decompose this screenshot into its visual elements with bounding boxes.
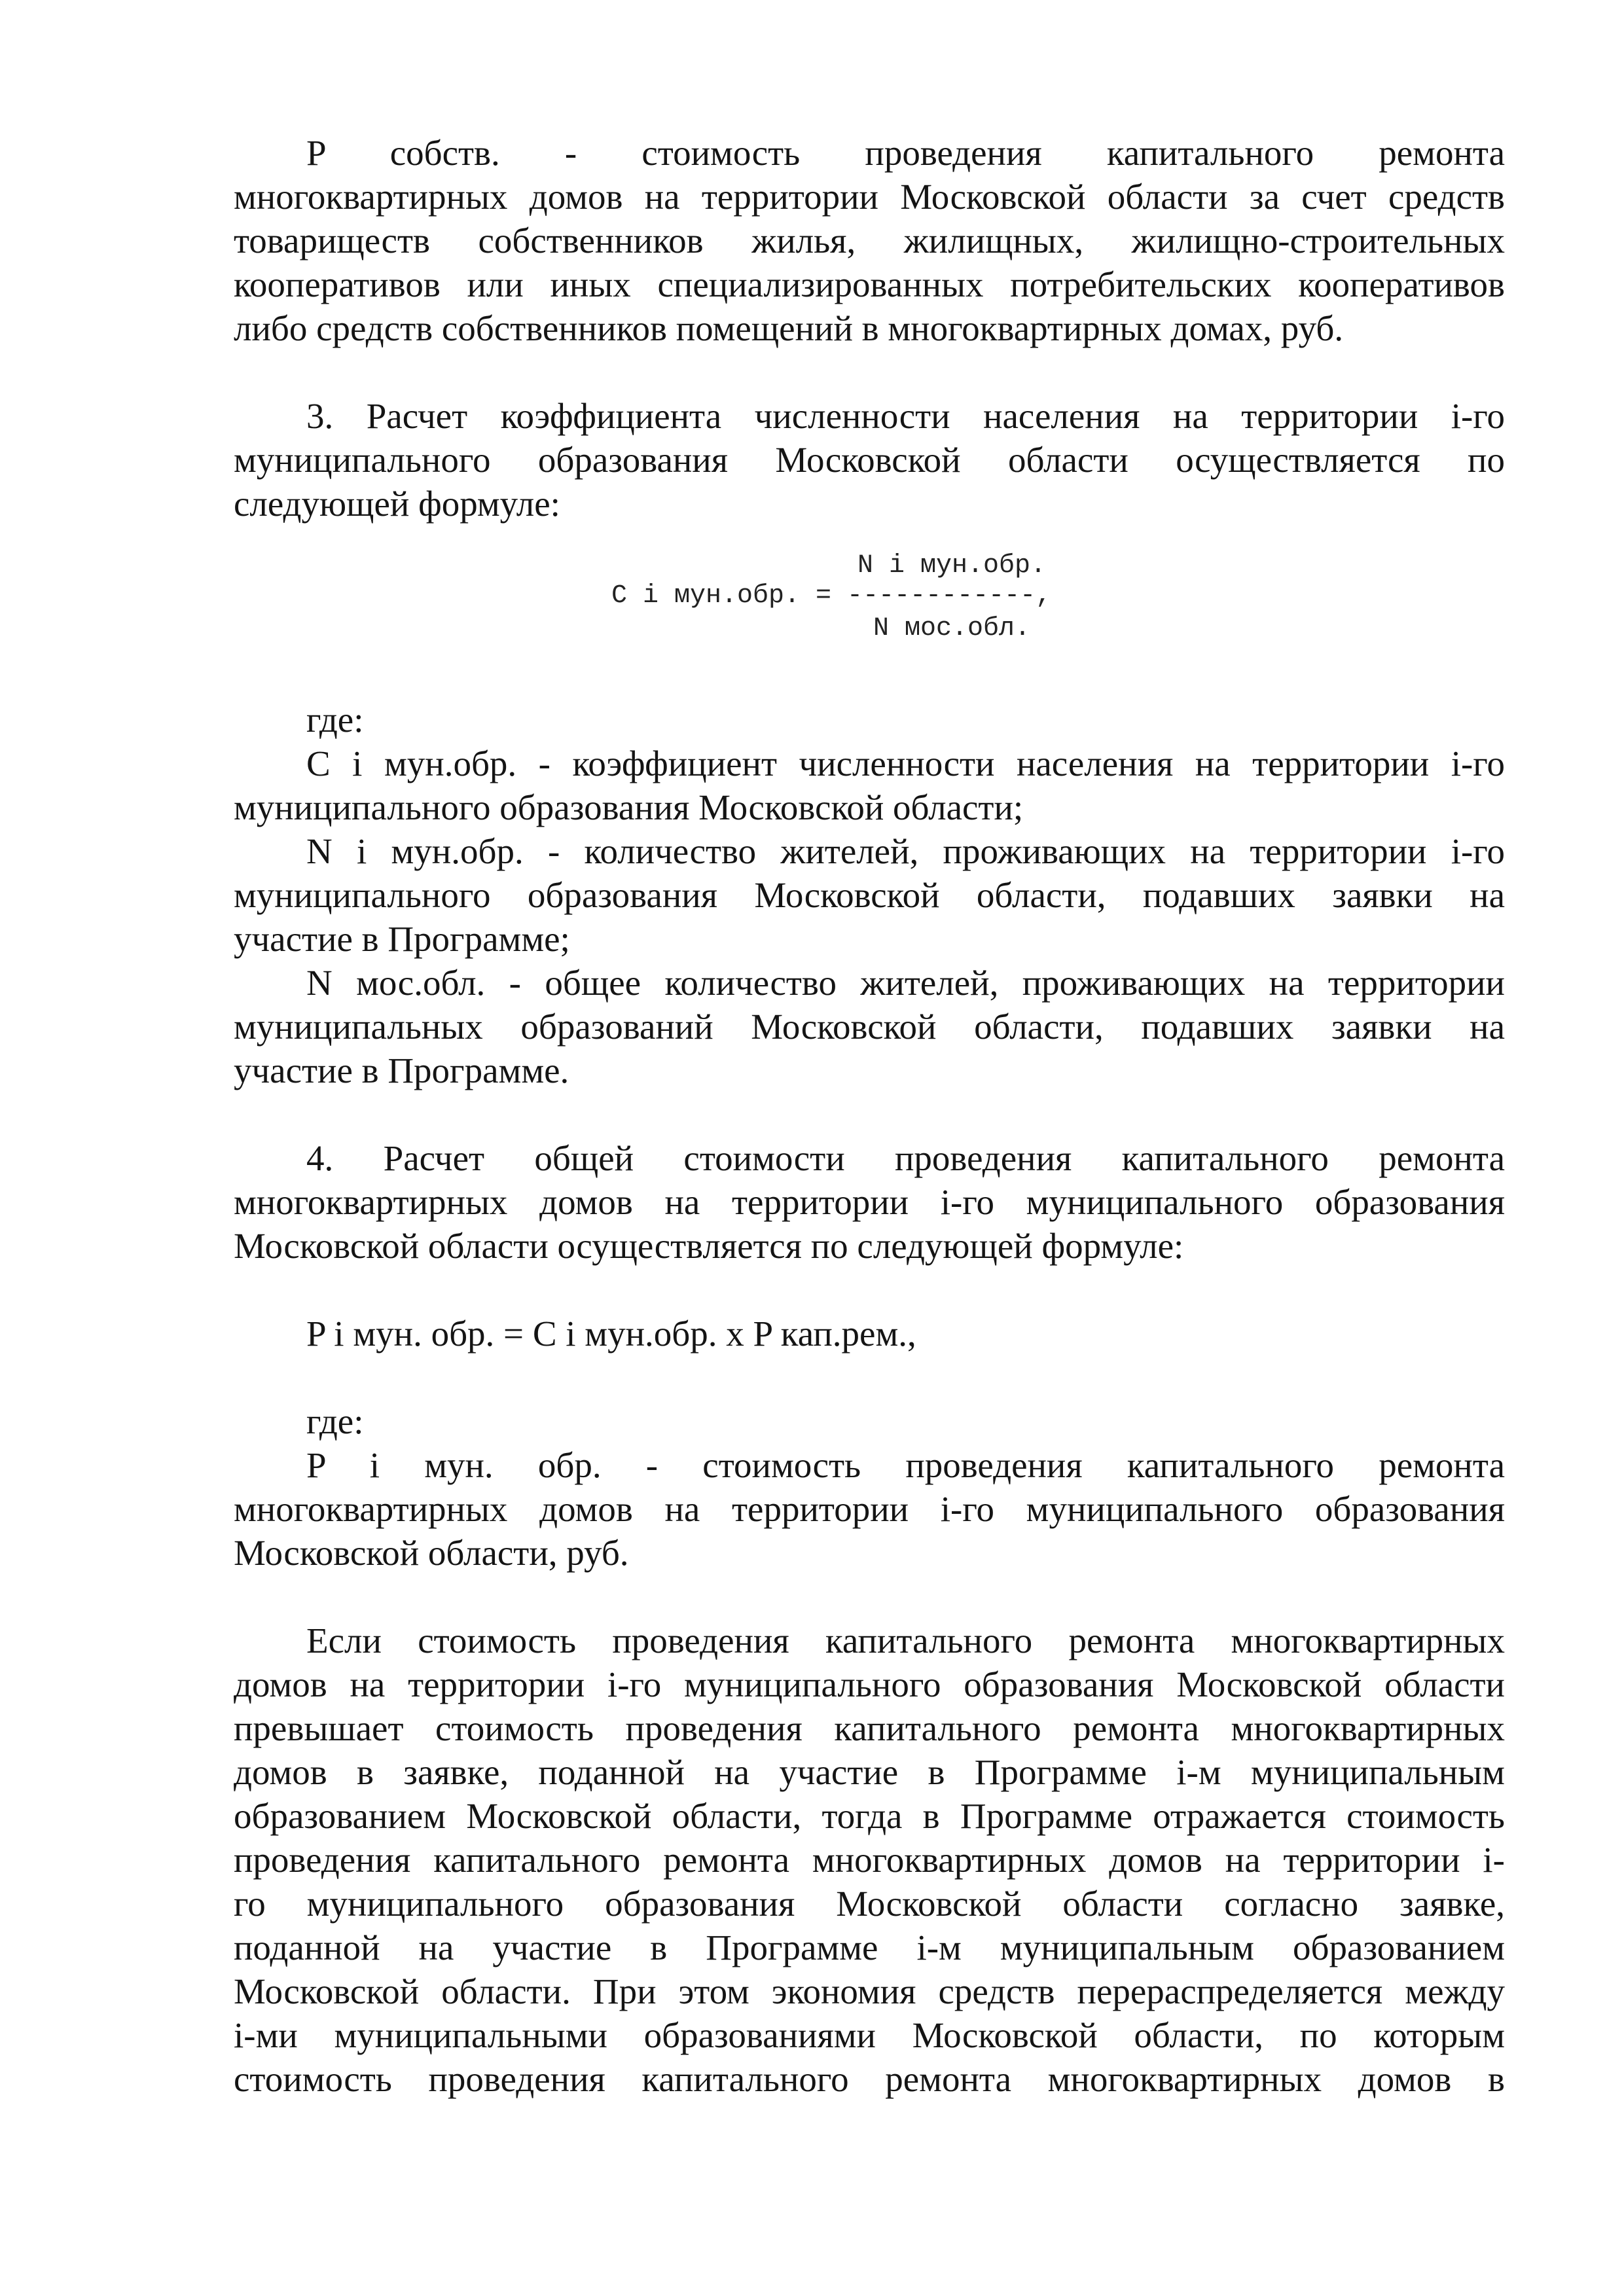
text-line: товариществ собственников жилья, жилищных, жилищно-строительных <box>234 221 1505 260</box>
text-line: многоквартирных домов на территории i-го муниципального образования <box>234 1489 1505 1529</box>
text-line: N мос.обл. - общее количество жителей, проживающих на территории <box>306 963 1505 1003</box>
paragraph-item-3 <box>234 394 1505 526</box>
text-line: N i мун.обр. - количество жителей, проживающих на территории i-го <box>306 831 1505 871</box>
definition-c <box>234 742 1505 829</box>
text-line: i-ми муниципальными образованиями Московской области, по которым <box>234 2015 1505 2055</box>
paragraph-p-sobstv <box>234 131 1505 350</box>
text-line: муниципального образования Московской области; <box>234 787 1024 827</box>
text-line: кооперативов или иных специализированных потребительских кооперативов <box>234 264 1505 304</box>
text-line: образованием Московской области, тогда в Программе отражается стоимость <box>234 1796 1505 1836</box>
definition-n <box>234 829 1505 961</box>
formula-population-coefficient <box>234 526 1505 654</box>
text-line: участие в Программе; <box>234 919 570 959</box>
definition-n-mos <box>234 961 1505 1092</box>
formula-numerator: N i мун.обр. <box>857 551 1047 581</box>
where-label: где: <box>306 1401 364 1441</box>
text-line: го муниципального образования Московской области согласно заявке, <box>234 1884 1505 1924</box>
text-line: участие в Программе. <box>234 1050 569 1090</box>
text-line: P i мун. обр. - стоимость проведения капитального ремонта <box>306 1445 1505 1485</box>
text-line: проведения капитального ремонта многоквартирных домов на территории i- <box>234 1840 1505 1880</box>
text-line: 4. Расчет общей стоимости проведения капитального ремонта <box>306 1138 1505 1178</box>
text-line: Московской области. При этом экономия средств перераспределяется между <box>234 1971 1505 2011</box>
formula-main-line: C i мун.обр. = ------------, <box>611 581 1052 611</box>
text-line: превышает стоимость проведения капитального ремонта многоквартирных <box>234 1708 1505 1748</box>
text-line: муниципального образования Московской области, подавших заявки на <box>234 875 1505 915</box>
formula-denominator: N мос.обл. <box>873 614 1031 643</box>
text-line: Если стоимость проведения капитального ремонта многоквартирных <box>306 1621 1505 1660</box>
paragraph-gap <box>234 1268 1505 1312</box>
text-line: либо средств собственников помещений в многоквартирных домах, руб. <box>234 308 1344 348</box>
text-line: муниципального образования Московской области осуществляется по <box>234 440 1505 480</box>
paragraph-gap <box>234 1355 1505 1399</box>
document-body <box>234 131 1505 2101</box>
paragraph-if-cost-exceeds <box>234 1619 1505 2101</box>
paragraph-item-4 <box>234 1136 1505 1268</box>
text-line: 3. Расчет коэффициента численности населения на территории i-го <box>306 396 1505 436</box>
text-line: домов в заявке, поданной на участие в Программе i-м муниципальным <box>234 1752 1505 1792</box>
text-line: C i мун.обр. - коэффициент численности населения на территории i-го <box>306 744 1505 783</box>
paragraph-gap <box>234 1575 1505 1619</box>
text-line: следующей формуле: <box>234 484 560 524</box>
where-label: где: <box>306 700 364 740</box>
text-line: многоквартирных домов на территории i-го муниципального образования <box>234 1182 1505 1222</box>
text-line: Московской области, руб. <box>234 1533 629 1573</box>
text-line: стоимость проведения капитального ремонта многоквартирных домов в <box>234 2059 1505 2099</box>
text-line: Московской области осуществляется по следующей формуле: <box>234 1226 1184 1266</box>
text-line: домов на территории i-го муниципального образования Московской области <box>234 1664 1505 1704</box>
text-line: P собств. - стоимость проведения капитального ремонта <box>306 133 1505 173</box>
definition-p <box>234 1443 1505 1575</box>
formula-total-cost: P i мун. обр. = C i мун.обр. x P кап.рем., <box>306 1314 916 1354</box>
text-line: муниципальных образований Московской области, подавших заявки на <box>234 1007 1505 1047</box>
text-line: многоквартирных домов на территории Московской области за счет средств <box>234 177 1505 217</box>
paragraph-gap <box>234 654 1505 698</box>
text-line: поданной на участие в Программе i-м муниципальным образованием <box>234 1928 1505 1967</box>
paragraph-gap <box>234 1092 1505 1136</box>
paragraph-gap <box>234 350 1505 394</box>
